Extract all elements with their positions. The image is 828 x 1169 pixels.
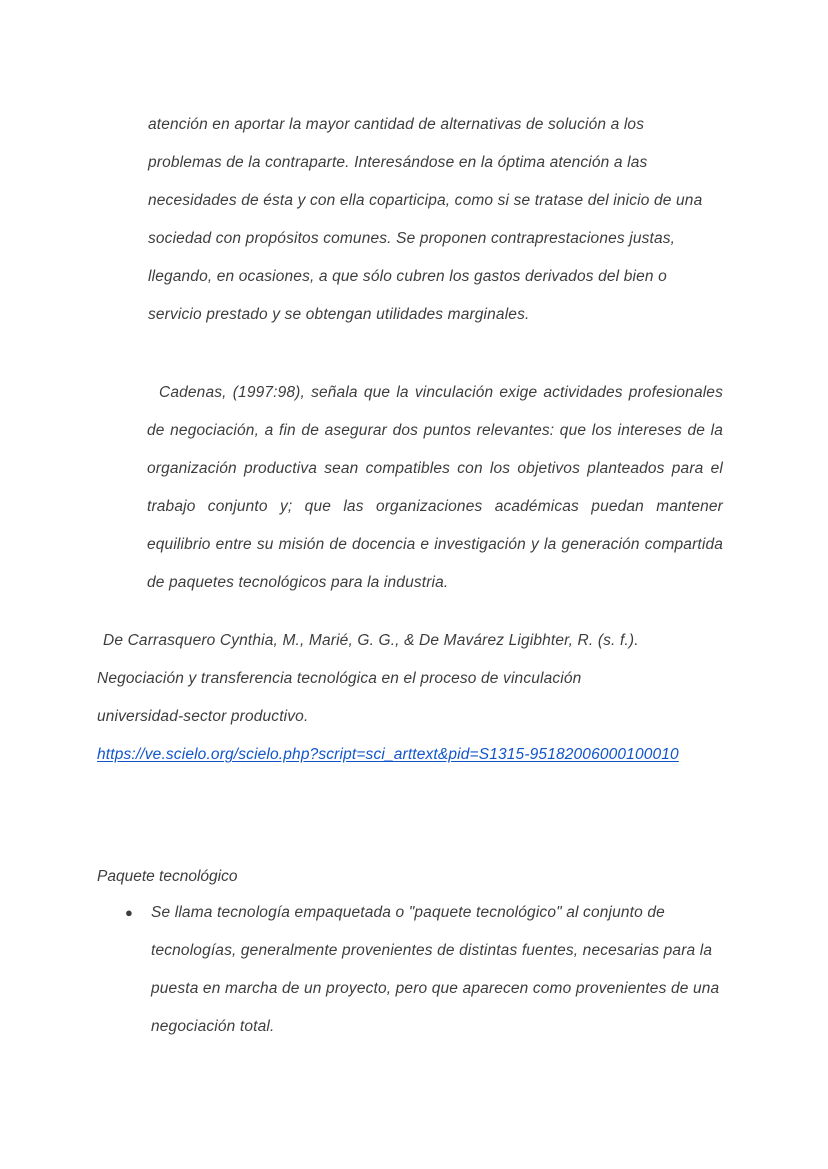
definition-bullet-list (125, 894, 735, 1046)
reference-url-link[interactable]: https://ve.scielo.org/scielo.php?script=sci_arttext&pid=S1315-95182006000100010 (97, 746, 679, 763)
section-heading-paquete-tecnologico: Paquete tecnológico (97, 868, 238, 885)
list-item-text: Se llama tecnología empaquetada o "paquete tecnológico" al conjunto de tecnologías, generalmente provenientes de distintas fuentes, necesarias para la puesta en marcha de un proyecto, pero que aparecen como provenientes de una negociación total. (151, 904, 720, 1035)
reference-title: Negociación y transferencia tecnológica en el proceso de vinculación (97, 670, 582, 687)
reference-subtitle: universidad-sector productivo. (97, 708, 309, 725)
paragraph-continuation: atención en aportar la mayor cantidad de alternativas de solución a los problemas de la contraparte. Interesándose en la óptima atención a las necesidades de ésta y con ella coparticipa, como si se tratase del inicio de una sociedad con propósitos comunes. Se proponen contraprestaciones justas, llegando, en ocasiones, a que sólo cubren los gastos derivados del bien o servicio prestado y se obtengan utilidades marginales. (148, 115, 703, 323)
bibliographic-reference (97, 622, 757, 774)
list-item (125, 894, 735, 1046)
bullet-point-icon: ● (125, 905, 134, 920)
reference-authors: De Carrasquero Cynthia, M., Marié, G. G., & De Mavárez Ligibhter, R. (s. f.). (103, 632, 639, 649)
paragraph-cadenas-quote: Cadenas, (1997:98), señala que la vinculación exige actividades profesionales de negociación, a fin de asegurar dos puntos relevantes: que los intereses de la organización productiva sean compatibles con los objetivos planteados para el trabajo conjunto y; que las organizaciones académicas puedan mantener equilibrio entre su misión de docencia e investigación y la generación compartida de paquetes tecnológicos para la industria. (147, 383, 723, 591)
